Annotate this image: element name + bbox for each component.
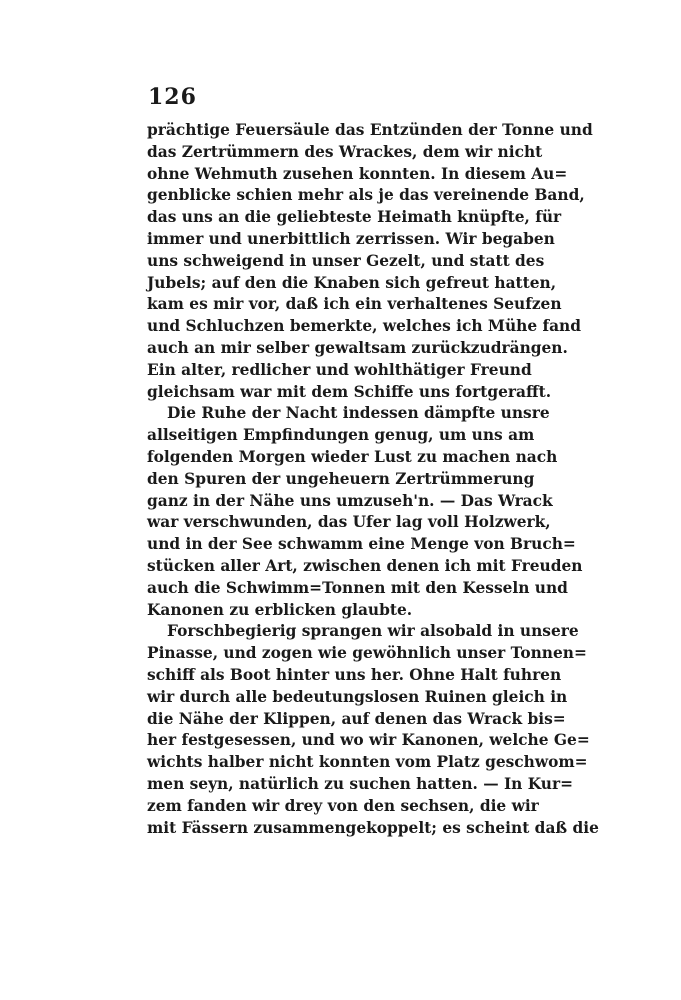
text-line: kam es mir vor, daß ich ein verhaltenes Seufzen — [147, 295, 562, 314]
text-line: stücken aller Art, zwischen denen ich mit Freuden — [147, 556, 583, 575]
text-line: Die Ruhe der Nacht indessen dämpfte unsre — [167, 404, 550, 423]
text-line: Ein alter, redlicher und wohlthätiger Freund — [147, 360, 532, 379]
text-line: auch die Schwimm=Tonnen mit den Kesseln und — [147, 578, 568, 597]
text-line: gleichsam war mit dem Schiffe uns fortgerafft. — [147, 382, 552, 401]
text-line: wichts halber nicht konnten vom Platz geschwom= — [147, 753, 588, 772]
text-line: mit Fässern zusammengekoppelt; es scheint daß die — [147, 818, 599, 837]
text-line: Pinasse, und zogen wie gewöhnlich unser Tonnen= — [147, 644, 587, 663]
text-line: schiff als Boot hinter uns her. Ohne Halt fuhren — [147, 665, 562, 684]
text-line: die Nähe der Klippen, auf denen das Wrack bis= — [147, 709, 566, 728]
paragraph — [147, 621, 599, 839]
text-line: prächtige Feuersäule das Entzünden der Tonne und — [147, 121, 593, 139]
text-line: den Spuren der ungeheuern Zertrümmerung — [147, 469, 535, 488]
text-line: das uns an die geliebteste Heimath knüpfte, für — [147, 208, 562, 227]
text-line: her festgesessen, und wo wir Kanonen, welche Ge= — [147, 731, 590, 750]
text-line: auch an mir selber gewaltsam zurückzudrängen. — [147, 338, 568, 357]
paragraph — [147, 120, 593, 403]
body-text — [147, 120, 599, 839]
text-line: und Schluchzen bemerkte, welches ich Mühe fand — [147, 317, 582, 336]
paragraph — [147, 403, 583, 621]
text-line: men seyn, natürlich zu suchen hatten. — In Kur= — [147, 774, 573, 793]
text-line: uns schweigend in unser Gezelt, und statt des — [147, 251, 545, 270]
text-line: immer und unerbittlich zerrissen. Wir begaben — [147, 229, 555, 248]
text-line: war verschwunden, das Ufer lag voll Holzwerk, — [147, 513, 551, 532]
text-line: Jubels; auf den die Knaben sich gefreut hatten, — [147, 273, 557, 292]
text-line: das Zertrümmern des Wrackes, dem wir nicht — [147, 142, 543, 161]
text-line: und in der See schwamm eine Menge von Bruch= — [147, 535, 576, 554]
text-line: ganz in der Nähe uns umzuseh'n. — Das Wrack — [147, 491, 553, 510]
page-number: 126 — [148, 84, 197, 110]
text-line: folgenden Morgen wieder Lust zu machen nach — [147, 447, 558, 466]
text-line: wir durch alle bedeutungslosen Ruinen gleich in — [147, 687, 568, 706]
text-line: Forschbegierig sprangen wir alsobald in unsere — [167, 622, 579, 641]
text-line: Kanonen zu erblicken glaubte. — [147, 600, 413, 619]
text-line: allseitigen Empfindungen genug, um uns am — [147, 426, 535, 445]
text-line: zem fanden wir drey von den sechsen, die wir — [147, 796, 539, 815]
text-line: ohne Wehmuth zusehen konnten. In diesem Au= — [147, 164, 568, 183]
text-line: genblicke schien mehr als je das vereinende Band, — [147, 186, 585, 205]
